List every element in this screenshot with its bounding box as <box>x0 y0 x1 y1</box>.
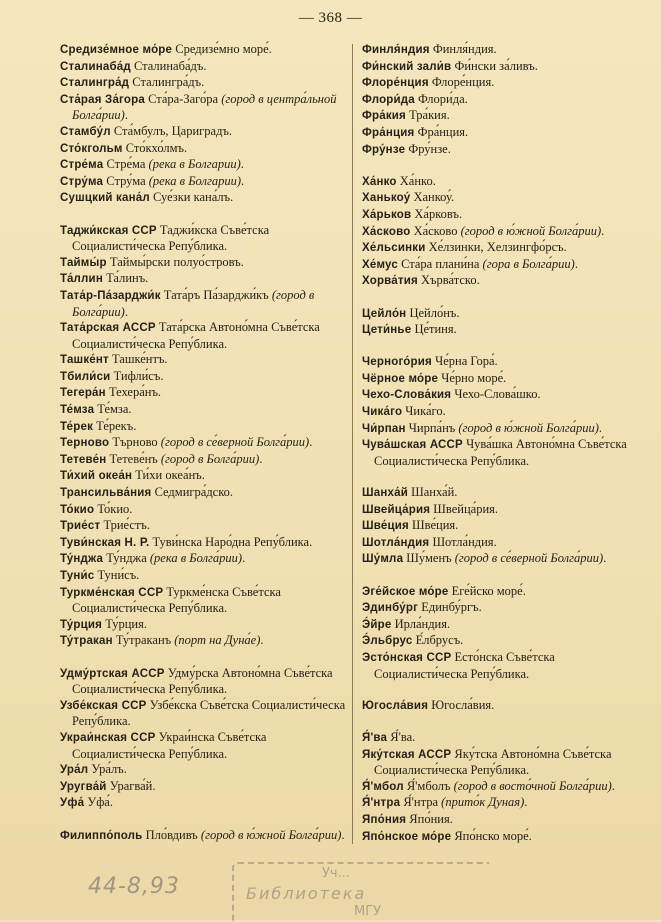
entry-translation: Флори́да. <box>414 91 468 106</box>
entry-headword: Чёрное мо́ре <box>362 372 439 385</box>
entry-gap <box>362 568 640 584</box>
entry-tail: . <box>601 223 605 238</box>
entry-translation: Ташке́нтъ. <box>108 352 168 367</box>
entry-translation: Трие́стъ. <box>100 518 150 533</box>
entry-headword: Япо́нское мо́ре <box>362 830 452 843</box>
entry-tail: . <box>260 633 264 648</box>
entry-headword: Сто́кгольм <box>60 142 123 155</box>
entry-translation: Средизе́мно море́. <box>172 42 272 56</box>
dictionary-entry <box>362 747 640 779</box>
entry-translation: Урагва́й. <box>106 778 156 793</box>
dictionary-entry <box>60 75 350 92</box>
entry-headword: Тата́р-Па́зарджи́к <box>60 289 161 302</box>
entry-note: (река в Болгарии) <box>148 173 241 188</box>
entry-translation: Хърва́тско. <box>417 273 480 288</box>
dictionary-entry <box>60 730 350 762</box>
entry-headword: Хе́мус <box>362 258 398 271</box>
entry-headword: Ха́сково <box>362 225 411 238</box>
entry-headword: Таймы́р <box>60 256 107 269</box>
dictionary-entry <box>60 174 350 191</box>
dictionary-entry <box>362 485 640 502</box>
entry-headword: Я́'ва <box>362 731 388 744</box>
entry-note: (гора в Болга́рии) <box>482 256 575 271</box>
entry-translation: Ха́рковъ. <box>411 206 463 221</box>
dictionary-entry <box>362 779 640 796</box>
entry-headword: Хорва́тия <box>362 275 418 288</box>
entry-translation: Сто́кхо́лмъ. <box>122 140 188 155</box>
left-column <box>60 42 350 844</box>
entry-headword: Фра́кия <box>362 110 406 123</box>
entry-headword: Тетеве́н <box>60 453 107 466</box>
dictionary-entry <box>60 828 350 845</box>
entry-translation: Шве́ция. <box>408 518 459 533</box>
entry-headword: Шу́мла <box>362 553 404 566</box>
entry-translation: Ста́ра-Заго́ра <box>144 91 222 106</box>
entry-translation: Уфа́. <box>84 795 113 810</box>
entry-translation: Я́'мболъ <box>403 778 454 793</box>
entry-headword: Чува́шская АССР <box>362 439 463 452</box>
entry-translation: Флоре́нция. <box>428 75 495 90</box>
entry-translation: Узбе́кска Съве́тска Социалисти́ческа Репу́блика. <box>72 697 346 729</box>
dictionary-entry <box>362 190 640 207</box>
dictionary-entry <box>60 352 350 369</box>
entry-headword: Хе́льсинки <box>362 242 426 255</box>
dictionary-entry <box>362 437 640 469</box>
dictionary-entry <box>362 617 640 634</box>
dictionary-entry <box>60 419 350 436</box>
dictionary-entry <box>60 92 350 124</box>
entry-headword: Туни́с <box>60 570 95 582</box>
dictionary-entry <box>362 421 640 438</box>
dictionary-entry <box>60 666 350 698</box>
entry-headword: Терново <box>60 437 110 450</box>
entry-headword: Средизе́мное мо́ре <box>60 44 173 56</box>
entry-note: (город в се́верной Болга́рии) <box>454 551 604 566</box>
entry-headword: Эге́йское мо́ре <box>362 585 449 598</box>
entry-translation: Таджи́кска Съве́тска Социалисти́ческа Репу́блика. <box>72 222 270 254</box>
entry-translation: Че́рна Гора́. <box>431 354 498 369</box>
entry-translation: Ти́хи океа́нъ. <box>132 468 205 483</box>
entry-headword: Фра́нция <box>362 126 415 139</box>
entry-headword: Чика́го <box>362 406 403 419</box>
entry-headword: Тегера́н <box>60 387 106 400</box>
entry-translation: Че́рно море́. <box>438 370 507 385</box>
entry-translation: Я́'нтра <box>400 795 442 810</box>
entry-translation: Яку́тска Автоно́мна Съве́тска Социалисти́ческа Репу́блика. <box>374 746 612 778</box>
dictionary-entry <box>60 698 350 730</box>
dictionary-entry <box>60 271 350 288</box>
dictionary-entry <box>60 551 350 568</box>
dictionary-entry <box>362 371 640 388</box>
entry-translation: Чирпа́нъ <box>405 420 459 435</box>
dictionary-entry <box>60 435 350 452</box>
dictionary-entry <box>362 551 640 568</box>
entry-translation: Те́рекъ. <box>93 418 137 433</box>
entry-headword: Ту́нджа <box>60 553 104 566</box>
dictionary-entry <box>362 125 640 142</box>
entry-headword: Цейло́н <box>362 307 407 320</box>
entry-translation: Швейца́рия. <box>430 501 499 516</box>
dictionary-entry <box>60 320 350 352</box>
handwritten-shelfmark: 44-8,93 <box>88 874 180 899</box>
dictionary-entry <box>362 207 640 224</box>
entry-translation: Хе́лзинки, Хелзингфо́рсъ. <box>425 240 567 255</box>
entry-headword: Таджи́кская ССР <box>60 224 157 237</box>
dictionary-entry <box>362 224 640 241</box>
entry-gap <box>362 714 640 730</box>
entry-headword: Шотла́ндия <box>362 536 430 549</box>
entry-translation: Стре́ма <box>103 157 149 172</box>
entry-note: (прито́к Дуная) <box>441 795 525 810</box>
entry-translation: Таймы́рски полуо́стровъ. <box>106 254 244 269</box>
dictionary-entry <box>362 633 640 650</box>
entry-tail: . <box>611 778 615 793</box>
library-stamp-area <box>60 862 620 920</box>
dictionary-entry <box>60 779 350 796</box>
entry-tail: . <box>124 108 128 123</box>
entry-translation: Ту́рция. <box>102 616 147 631</box>
entry-note: (город в восто́чной Болга́рии) <box>453 778 612 793</box>
entry-translation: Чува́шка Автоно́мна Съве́тска Социалисти́ческа Репу́блика. <box>374 437 627 468</box>
dictionary-entry <box>60 468 350 485</box>
entry-translation: Чика́го. <box>402 404 446 419</box>
entry-translation: Ста́мбулъ, Цариградъ. <box>110 123 233 138</box>
dictionary-entry <box>60 385 350 402</box>
entry-translation: Я́'ва. <box>387 729 416 744</box>
entry-translation: Е́лбрусъ. <box>412 633 464 648</box>
entry-note: (город в центра́льной Болга́рии) <box>72 91 337 123</box>
entry-translation: Сталингра́дъ. <box>129 75 205 90</box>
entry-note: (город в ю́жной Болга́рии) <box>458 420 599 435</box>
entry-translation: Те́мза. <box>94 402 132 417</box>
entry-translation: Фра́нция. <box>414 124 469 139</box>
dictionary-entry <box>60 124 350 141</box>
entry-headword: Чи́рпан <box>362 422 406 435</box>
entry-headword: Эдинбу́рг <box>362 602 419 615</box>
entry-tail: . <box>341 827 345 842</box>
entry-translation: Търново <box>109 435 161 450</box>
dictionary-entry <box>60 452 350 469</box>
entry-translation: Единбу́ргъ. <box>418 600 482 615</box>
entry-translation: Цейло́нъ. <box>406 305 460 320</box>
entry-translation: Япо́нско море́. <box>451 828 532 843</box>
entry-headword: Ха́рьков <box>362 208 412 221</box>
entry-headword: Трансильва́ния <box>60 487 152 500</box>
entry-tail: . <box>524 795 528 810</box>
entry-headword: Украи́нская ССР <box>60 731 156 744</box>
stamp-text-bottom: МГУ <box>354 904 382 919</box>
entry-headword: Стре́ма <box>60 159 104 172</box>
dictionary-entry <box>60 502 350 519</box>
entry-note: (город в се́верной Болга́рии) <box>160 435 310 450</box>
entry-translation: Сталинаба́дъ. <box>130 58 207 73</box>
stamp-text-top: Уч... <box>322 866 350 881</box>
entry-headword: Чехо-Слова́кия <box>362 389 452 402</box>
entry-translation: Туркме́нска Съве́тска Социалисти́ческа Репу́блика. <box>72 584 281 616</box>
dictionary-entry <box>362 75 640 92</box>
entry-tail: . <box>124 304 128 319</box>
entry-tail: . <box>259 451 263 466</box>
entry-translation: Ханкоу́. <box>410 190 455 205</box>
entry-translation: Ха́сково <box>410 223 461 238</box>
entry-translation: Шотла́ндия. <box>429 534 497 549</box>
dictionary-entry <box>60 568 350 585</box>
entry-headword: Тата́рская АССР <box>60 322 156 335</box>
entry-translation: Суе́зки кана́лъ. <box>149 190 234 205</box>
entry-translation: Есто́нска Съве́тска Социалисти́ческа Репу́блика. <box>374 649 555 681</box>
entry-translation: Шу́менъ <box>403 551 455 566</box>
entry-gap <box>60 207 350 223</box>
entry-headword: Я́'нтра <box>362 797 401 810</box>
entry-headword: Эсто́нская ССР <box>362 651 452 664</box>
entry-translation: Це́тиня. <box>411 322 457 337</box>
dictionary-entry <box>362 535 640 552</box>
entry-note: (река в Болга́рии) <box>149 551 243 566</box>
entry-translation: Шанха́й. <box>407 485 458 500</box>
entry-translation: Техера́нъ. <box>105 385 162 400</box>
entry-headword: Стамбу́л <box>60 125 111 138</box>
entry-translation: Фру́нзе. <box>405 141 451 156</box>
entry-headword: Ту́рция <box>60 618 103 631</box>
entry-tail: . <box>598 420 603 435</box>
dictionary-entry <box>60 190 350 207</box>
dictionary-entry <box>362 42 640 59</box>
entry-headword: Япо́ния <box>362 813 407 826</box>
entry-headword: Стру́ма <box>60 175 104 188</box>
entry-gap <box>60 650 350 666</box>
dictionary-entry <box>362 600 640 617</box>
entry-translation: Япо́ния. <box>406 811 453 826</box>
entry-note: (город в ю́жной Болга́рии) <box>200 827 342 842</box>
entry-headword: Трие́ст <box>60 520 101 533</box>
entry-note: (город в Болга́рии) <box>72 287 315 319</box>
entry-headword: Флори́да <box>362 93 415 106</box>
entry-note: (порт на Дуна́е) <box>174 633 261 648</box>
dictionary-entry <box>60 762 350 779</box>
dictionary-entry <box>362 59 640 76</box>
dictionary-entry <box>362 92 640 109</box>
dictionary-entry <box>60 255 350 272</box>
entry-translation: Ха́нко. <box>396 173 436 188</box>
entry-translation: Ту́нджа <box>103 551 150 566</box>
dictionary-entry <box>362 108 640 125</box>
entry-headword: Фру́нзе <box>362 143 406 156</box>
entry-headword: Те́мза <box>60 404 95 417</box>
entry-tail: . <box>574 256 578 271</box>
entry-headword: Сушцкий кана́л <box>60 192 150 205</box>
entry-translation: Тата́рска Автоно́мна Съве́тска Социалисти́ческа Репу́блика. <box>72 320 320 351</box>
entry-headword: Э́йре <box>362 618 392 631</box>
dictionary-entry <box>362 812 640 829</box>
entry-headword: Ха́нко <box>362 175 397 188</box>
dictionary-entry <box>362 404 640 421</box>
dictionary-entry <box>362 354 640 371</box>
entry-headword: Фи́нский зали́в <box>362 60 452 73</box>
entry-translation: Тетеве́нъ <box>106 451 161 466</box>
column-divider <box>352 44 353 844</box>
entry-translation: Удму́рска Автоно́мна Съве́тска Социалисти́ческа Репу́блика. <box>72 665 333 697</box>
entry-headword: Флоре́нция <box>362 77 429 90</box>
dictionary-entry <box>362 306 640 323</box>
dictionary-entry <box>362 387 640 404</box>
entry-headword: Филиппо́поль <box>60 829 143 842</box>
dictionary-entry <box>60 485 350 502</box>
dictionary-entry <box>60 59 350 76</box>
entry-note: (город в ю́жной Болга́рии) <box>460 223 602 238</box>
library-stamp <box>232 862 489 922</box>
entry-translation: Стру́ма <box>103 173 149 188</box>
dictionary-entry <box>362 142 640 159</box>
entry-headword: Та́ллин <box>60 273 103 286</box>
dictionary-entry <box>60 535 350 552</box>
dictionary-entry <box>60 402 350 419</box>
stamp-text-library: Библиотека <box>246 884 367 903</box>
dictionary-entry <box>362 174 640 191</box>
entry-gap <box>362 290 640 306</box>
entry-headword: Туви́нская Н. Р. <box>60 536 150 549</box>
right-column <box>362 42 640 845</box>
dictionary-entry <box>60 288 350 320</box>
dictionary-entry <box>60 369 350 386</box>
dictionary-entry <box>60 795 350 812</box>
entry-headword: Швейца́рия <box>362 503 431 516</box>
entry-translation: Седмигра́дско. <box>151 485 234 500</box>
entry-translation: Тата́ръ Па́зарджи́къ <box>160 287 272 302</box>
entry-note: (город в Болга́рии) <box>160 451 260 466</box>
entry-headword: Ура́л <box>60 764 89 777</box>
entry-translation: Ирла́ндия. <box>391 616 451 631</box>
entry-note: (река в Болгарии) <box>148 157 241 172</box>
entry-gap <box>362 469 640 485</box>
entry-gap <box>362 339 640 355</box>
dictionary-entry <box>362 795 640 812</box>
entry-gap <box>60 812 350 828</box>
entry-tail: . <box>603 551 607 566</box>
entry-translation: Ста́ра плани́на <box>397 256 483 271</box>
dictionary-entry <box>362 257 640 274</box>
dictionary-entry <box>60 141 350 158</box>
entry-translation: Чехо-Слова́шко. <box>451 387 541 402</box>
dictionary-entry <box>60 633 350 650</box>
dictionary-entry <box>362 650 640 682</box>
entry-headword: Туркме́нская ССР <box>60 586 164 599</box>
entry-translation: Тра́кия. <box>405 108 450 123</box>
entry-headword: Ташке́нт <box>60 354 109 367</box>
entry-headword: Те́рек <box>60 420 94 433</box>
dictionary-entry <box>362 730 640 747</box>
entry-headword: Удму́ртская АССР <box>60 667 165 680</box>
entry-headword: Финля́ндия <box>362 44 430 56</box>
entry-translation: Финля́ндия. <box>429 42 497 56</box>
entry-translation: Та́линъ. <box>102 271 149 286</box>
dictionary-entry <box>362 273 640 290</box>
dictionary-entry <box>60 223 350 255</box>
entry-headword: Я́'мбол <box>362 780 404 793</box>
entry-headword: Узбе́кская ССР <box>60 699 147 712</box>
entry-headword: Ста́рая За́гора <box>60 93 145 106</box>
entry-headword: Ту́тракан <box>60 635 113 648</box>
entry-translation: Ту́траканъ <box>112 633 175 648</box>
entry-tail: . <box>309 435 313 450</box>
dictionary-entry <box>60 585 350 617</box>
dictionary-entry <box>60 518 350 535</box>
entry-headword: Черного́рия <box>362 356 432 369</box>
entry-translation: То́кио. <box>94 501 133 516</box>
entry-translation: Пло́вдивъ <box>142 827 201 842</box>
entry-headword: Ханькоу́ <box>362 192 411 205</box>
dictionary-entry <box>60 617 350 634</box>
entry-headword: Югосла́вия <box>362 699 429 712</box>
entry-headword: Тбили́си <box>60 370 111 383</box>
entry-translation: Украи́нска Съве́тска Социалисти́ческа Репу́блика. <box>72 729 267 761</box>
dictionary-entry <box>362 322 640 339</box>
entry-headword: Цети́нье <box>362 324 412 337</box>
dictionary-entry <box>362 502 640 519</box>
entry-headword: Яку́тская АССР <box>362 748 452 761</box>
dictionary-entry <box>362 829 640 846</box>
dictionary-entry <box>362 698 640 715</box>
entry-headword: Сталингра́д <box>60 77 130 90</box>
entry-translation: Еге́йско море́. <box>448 583 526 598</box>
entry-translation: Тифли́съ. <box>110 368 164 383</box>
dictionary-entry <box>362 584 640 601</box>
entry-headword: Ти́хий океа́н <box>60 470 133 483</box>
entry-headword: Шве́ция <box>362 520 409 533</box>
entry-translation: Фи́нски за́ливъ. <box>451 58 538 73</box>
entry-gap <box>362 158 640 174</box>
entry-headword: Э́льбрус <box>362 635 413 648</box>
page-number: — 368 — <box>298 10 363 26</box>
entry-translation: Ура́лъ. <box>88 762 127 777</box>
dictionary-entry <box>362 240 640 257</box>
entry-headword: Сталинаба́д <box>60 60 131 73</box>
entry-tail: . <box>240 157 244 172</box>
entry-tail: . <box>242 551 246 566</box>
entry-translation: Туни́съ. <box>94 568 140 582</box>
entry-headword: Уругва́й <box>60 780 107 793</box>
dictionary-entry <box>60 157 350 174</box>
entry-headword: То́кио <box>60 503 95 516</box>
entry-headword: Уфа́ <box>60 797 85 810</box>
dictionary-entry <box>60 42 350 59</box>
entry-translation: Югосла́вия. <box>428 697 495 712</box>
entry-gap <box>362 682 640 698</box>
entry-tail: . <box>241 173 245 188</box>
dictionary-entry <box>362 518 640 535</box>
entry-headword: Шанха́й <box>362 487 408 500</box>
entry-translation: Туви́нска Наро́дна Репу́блика. <box>149 534 313 549</box>
